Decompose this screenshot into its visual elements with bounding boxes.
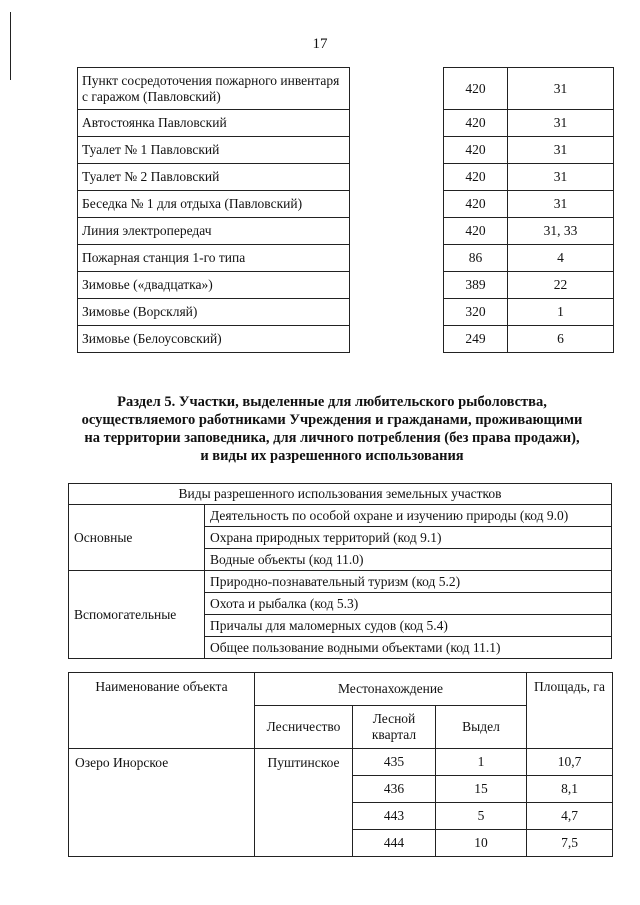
row-name: Автостоянка Павловский [78, 110, 350, 137]
cell-area: 7,5 [527, 830, 613, 857]
section-title-line: и виды их разрешенного использования [200, 448, 464, 464]
section-title-line: на территории заповедника, для личного потребления (без права продажи), [84, 430, 580, 446]
table-row [78, 137, 614, 164]
uses-table-header: Виды разрешенного использования земельных участков [69, 484, 612, 505]
use-item: Природно-познавательный туризм (код 5.2) [205, 571, 612, 593]
cell-plot: 1 [436, 749, 527, 776]
row-plot: 1 [508, 299, 614, 326]
row-name: Зимовье (Ворскляй) [78, 299, 350, 326]
cell-area: 10,7 [527, 749, 613, 776]
use-item: Охрана природных территорий (код 9.1) [205, 527, 612, 549]
use-item: Причалы для маломерных судов (код 5.4) [205, 615, 612, 637]
row-quarter: 420 [444, 110, 508, 137]
cell-quarter: 436 [353, 776, 436, 803]
row-empty-cell [350, 326, 444, 353]
table-row [78, 299, 614, 326]
use-item: Общее пользование водными объектами (код 11.1) [205, 637, 612, 659]
header-forestry: Лесничество [255, 706, 353, 749]
objects-continuation-table [77, 67, 614, 353]
header-plot: Выдел [436, 706, 527, 749]
row-plot: 31 [508, 68, 614, 110]
row-empty-cell [350, 191, 444, 218]
row-name: Пожарная станция 1-го типа [78, 245, 350, 272]
table-row [78, 164, 614, 191]
cell-area: 8,1 [527, 776, 613, 803]
page-number: 17 [312, 36, 328, 52]
fishing-objects-table [68, 672, 613, 857]
table-row [78, 191, 614, 218]
row-empty-cell [350, 245, 444, 272]
use-item: Деятельность по особой охране и изучению природы (код 9.0) [205, 505, 612, 527]
row-quarter: 320 [444, 299, 508, 326]
cell-plot: 15 [436, 776, 527, 803]
object-forestry: Пуштинское [255, 749, 353, 857]
row-quarter: 420 [444, 68, 508, 110]
row-empty-cell [350, 68, 444, 110]
header-object-name: Наименование объекта [69, 673, 255, 749]
section-title-line: осуществляемого работниками Учреждения и гражданами, проживающими [81, 412, 583, 428]
cell-plot: 5 [436, 803, 527, 830]
row-plot: 22 [508, 272, 614, 299]
row-quarter: 420 [444, 164, 508, 191]
permitted-uses-table [68, 483, 612, 659]
row-plot: 6 [508, 326, 614, 353]
cell-quarter: 435 [353, 749, 436, 776]
row-name: Зимовье (Белоусовский) [78, 326, 350, 353]
table-row [78, 272, 614, 299]
row-quarter: 420 [444, 191, 508, 218]
header-quarter: Лесной квартал [353, 706, 436, 749]
table-row [78, 218, 614, 245]
row-name: Пункт сосредоточения пожарного инвентаря с гаражом (Павловский) [78, 68, 350, 110]
header-area: Площадь, га [527, 673, 613, 749]
row-name: Туалет № 1 Павловский [78, 137, 350, 164]
row-quarter: 420 [444, 218, 508, 245]
table-row [78, 110, 614, 137]
cell-quarter: 444 [353, 830, 436, 857]
row-plot: 31, 33 [508, 218, 614, 245]
row-quarter: 389 [444, 272, 508, 299]
row-empty-cell [350, 164, 444, 191]
cell-area: 4,7 [527, 803, 613, 830]
aux-uses-label: Вспомогательные [69, 571, 205, 659]
object-name: Озеро Инорское [69, 749, 255, 857]
section-5-title [64, 393, 600, 465]
row-quarter: 249 [444, 326, 508, 353]
table-row [78, 68, 614, 110]
row-empty-cell [350, 137, 444, 164]
header-location: Местонахождение [255, 673, 527, 706]
row-plot: 4 [508, 245, 614, 272]
row-plot: 31 [508, 191, 614, 218]
row-empty-cell [350, 272, 444, 299]
table-row [78, 245, 614, 272]
row-plot: 31 [508, 110, 614, 137]
row-name: Зимовье («двадцатка») [78, 272, 350, 299]
row-name: Беседка № 1 для отдыха (Павловский) [78, 191, 350, 218]
main-uses-label: Основные [69, 505, 205, 571]
row-name: Линия электропередач [78, 218, 350, 245]
row-quarter: 420 [444, 137, 508, 164]
row-empty-cell [350, 218, 444, 245]
row-name: Туалет № 2 Павловский [78, 164, 350, 191]
row-quarter: 86 [444, 245, 508, 272]
row-empty-cell [350, 299, 444, 326]
row-empty-cell [350, 110, 444, 137]
table-row [78, 326, 614, 353]
row-plot: 31 [508, 164, 614, 191]
cell-plot: 10 [436, 830, 527, 857]
use-item: Водные объекты (код 11.0) [205, 549, 612, 571]
use-item: Охота и рыбалка (код 5.3) [205, 593, 612, 615]
cell-quarter: 443 [353, 803, 436, 830]
row-plot: 31 [508, 137, 614, 164]
section-title-line: Раздел 5. Участки, выделенные для любительского рыболовства, [117, 394, 547, 410]
